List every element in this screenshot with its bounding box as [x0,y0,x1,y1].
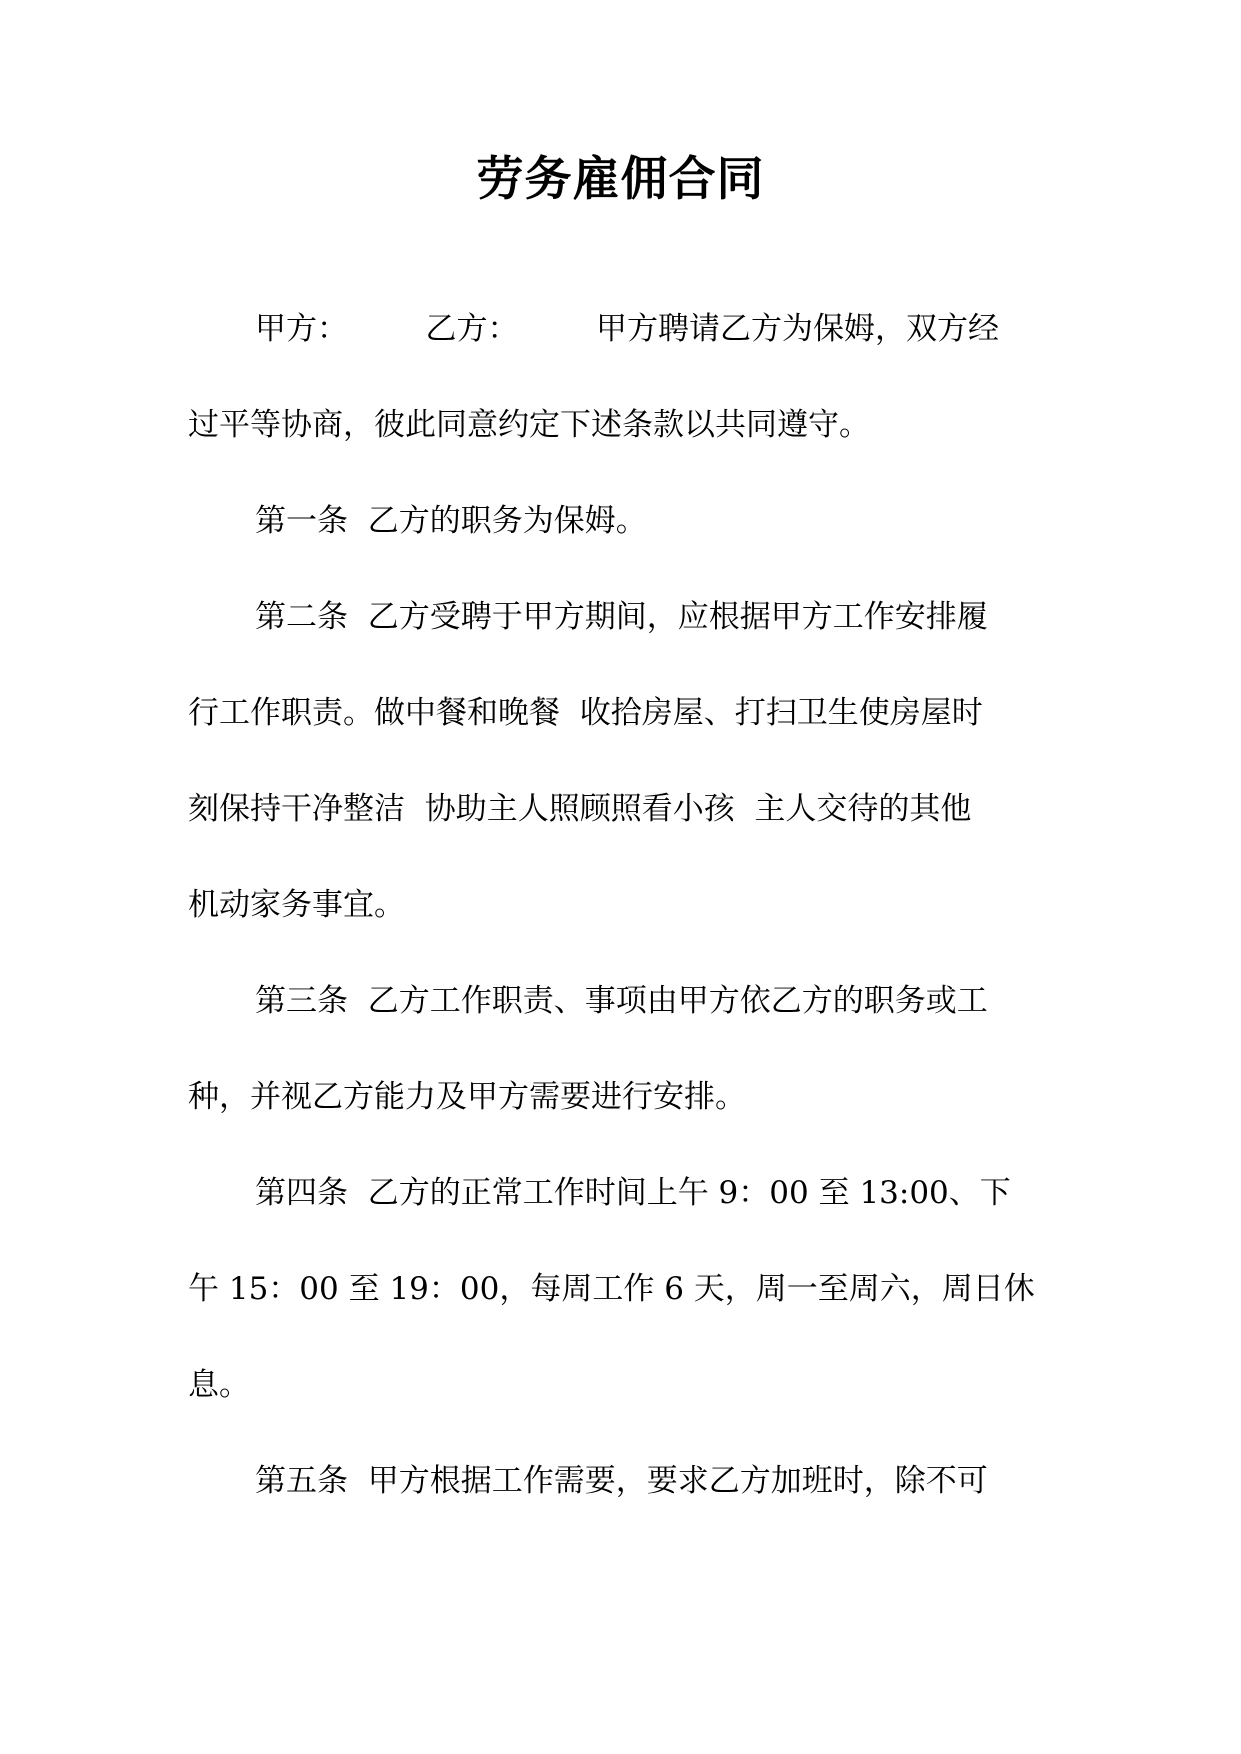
article-2-line: 行工作职责。做中餐和晚餐 收拾房屋、打扫卫生使房屋时 [188,695,983,731]
document-title: 劳务雇佣合同 [476,152,765,207]
article-5-line: 第五条 甲方根据工作需要，要求乙方加班时，除不可 [255,1463,988,1499]
article-3-line: 种，并视乙方能力及甲方需要进行安排。 [188,1079,746,1115]
article-4-line: 午 15：00 至 19：00，每周工作 6 天，周一至周六，周日休 [188,1271,1035,1307]
article-4-line: 第四条 乙方的正常工作时间上午 9：00 至 13:00、下 [255,1175,1011,1211]
article-2-line: 机动家务事宜。 [188,887,405,923]
article-4-line: 息。 [188,1367,250,1403]
article-1-line: 第一条 乙方的职务为保姆。 [255,503,647,539]
article-3-line: 第三条 乙方工作职责、事项由甲方依乙方的职务或工 [255,983,988,1019]
article-2-line: 第二条 乙方受聘于甲方期间，应根据甲方工作安排履 [255,599,988,635]
paragraph-line: 甲方： 乙方： 甲方聘请乙方为保姆，双方经 [255,311,999,347]
paragraph-line: 过平等协商，彼此同意约定下述条款以共同遵守。 [188,407,870,443]
article-2-line: 刻保持干净整洁 协助主人照顾照看小孩 主人交待的其他 [188,791,972,827]
